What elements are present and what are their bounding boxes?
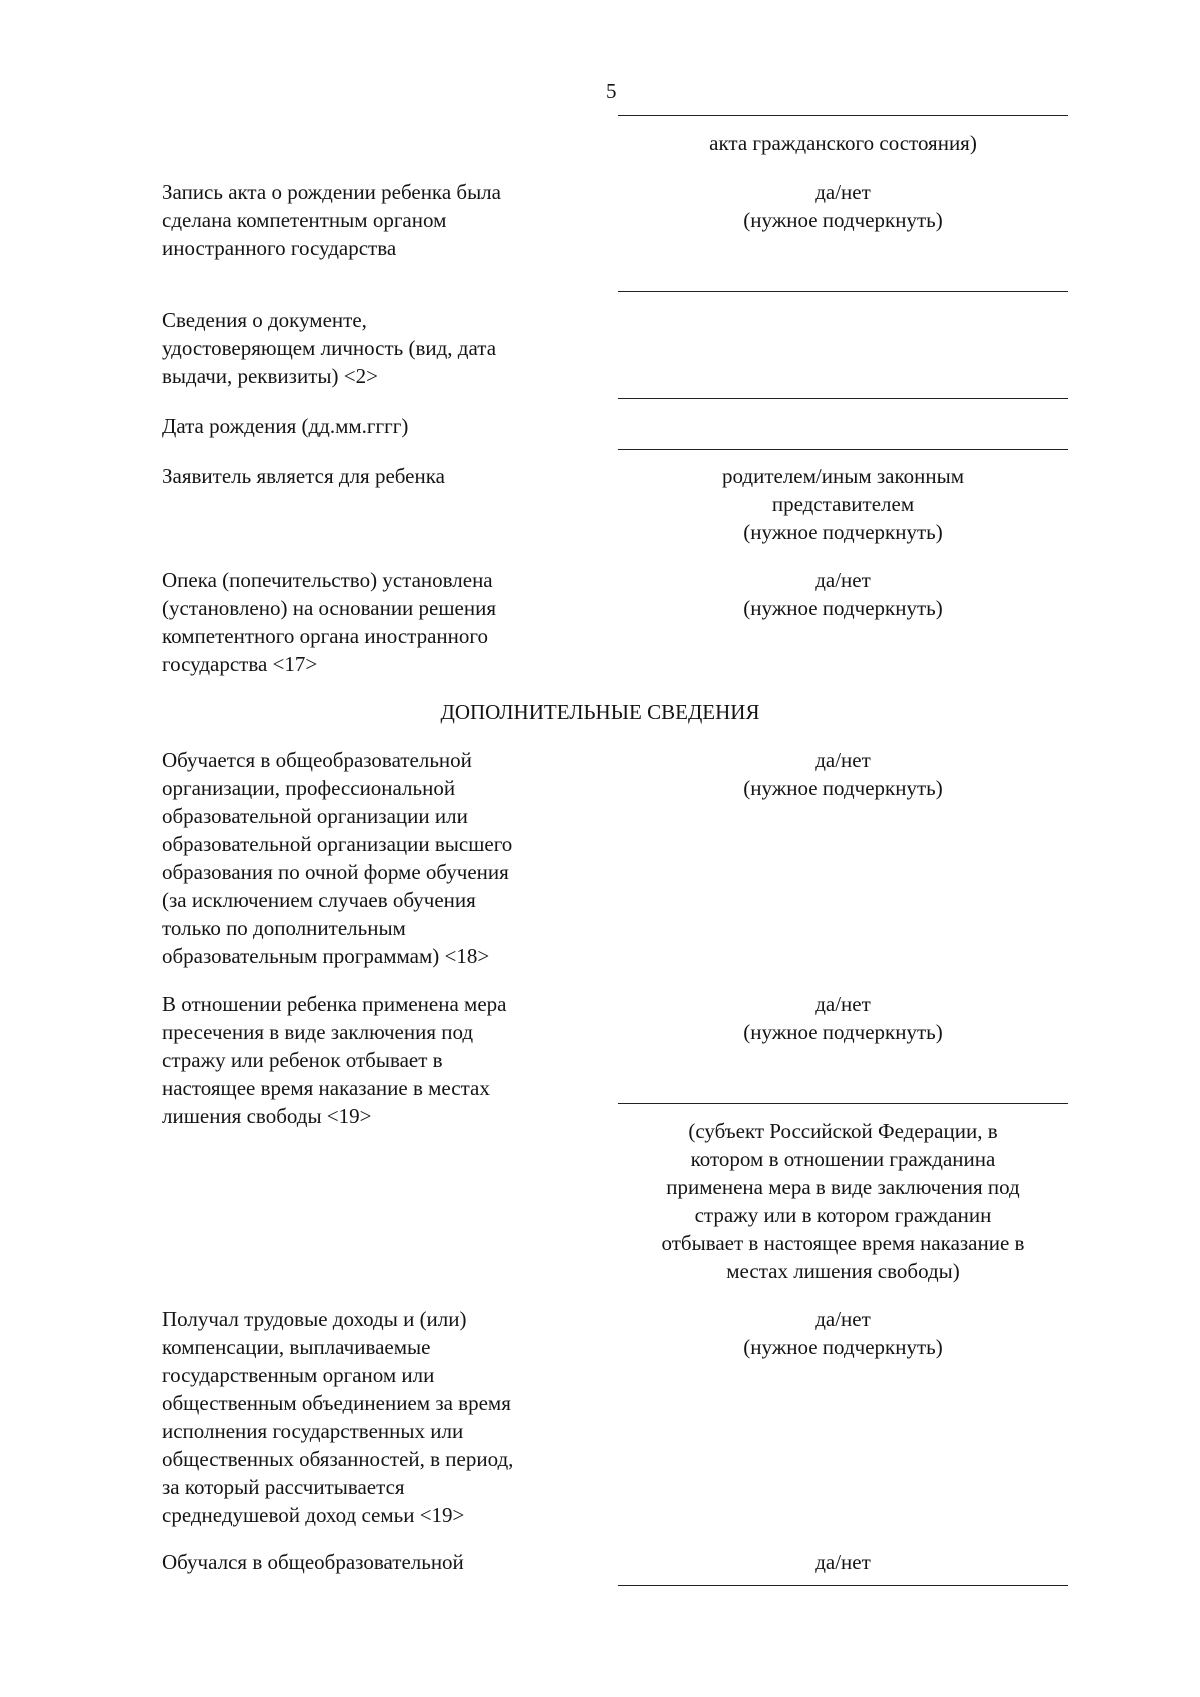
birth-record-answer: да/нет (нужное подчеркнуть) xyxy=(743,180,943,232)
education-label: Обучается в общеобразовательной организации, профессиональной образовательной организации или образовательной организации высшего образования по очной форме обучения (за исключением случаев обучения только по дополнительным образовательным программам) <18> xyxy=(162,748,513,968)
studied-label: Обучался в общеобразовательной xyxy=(162,1550,464,1574)
guardianship-label: Опека (попечительство) установлена (установлено) на основании решения компетентного органа иностранного государства <17> xyxy=(162,568,496,676)
custody-answer: да/нет (нужное подчеркнуть) xyxy=(743,992,943,1044)
income-answer: да/нет (нужное подчеркнуть) xyxy=(743,1307,943,1359)
custody-label: В отношении ребенка применена мера пресечения в виде заключения под стражу или ребенок отбывает в настоящее время наказание в местах лишения свободы <19> xyxy=(162,992,507,1128)
custody-region-line xyxy=(618,1103,1068,1104)
birth-date-line xyxy=(618,449,1068,450)
education-answer: да/нет (нужное подчеркнуть) xyxy=(743,748,943,800)
applicant-role-answer: родителем/иным законным представителем (нужное подчеркнуть) xyxy=(722,464,964,544)
identity-document-line xyxy=(618,398,1068,399)
custody-region-caption: (субъект Российской Федерации, в котором в отношении гражданина применена мера в виде заключения под стражу или в котором гражданин отбывает в настоящее время наказание в местах лишения свободы) xyxy=(661,1119,1025,1283)
birth-record-label: Запись акта о рождении ребенка была сделана компетентным органом иностранного государства xyxy=(162,180,501,260)
birth-date-label: Дата рождения (дд.мм.гггг) xyxy=(162,414,409,438)
income-label: Получал трудовые доходы и (или) компенсации, выплачиваемые государственным органом или общественным объединением за время исполнения государственных или общественных обязанностей, в период, за который рассчитывается среднедушевой доход семьи <19> xyxy=(162,1307,514,1527)
studied-answer: да/нет xyxy=(815,1550,871,1574)
answer-line xyxy=(618,115,1068,116)
top-caption: акта гражданского состояния) xyxy=(709,131,977,155)
answer-line xyxy=(618,291,1068,292)
guardianship-answer: да/нет (нужное подчеркнуть) xyxy=(743,568,943,620)
section-heading: ДОПОЛНИТЕЛЬНЫЕ СВЕДЕНИЯ xyxy=(440,700,760,724)
page-number: 5 xyxy=(606,79,617,103)
identity-document-label: Сведения о документе, удостоверяющем личность (вид, дата выдачи, реквизиты) <2> xyxy=(162,308,497,388)
applicant-role-label: Заявитель является для ребенка xyxy=(162,464,445,488)
answer-line xyxy=(618,1585,1068,1586)
